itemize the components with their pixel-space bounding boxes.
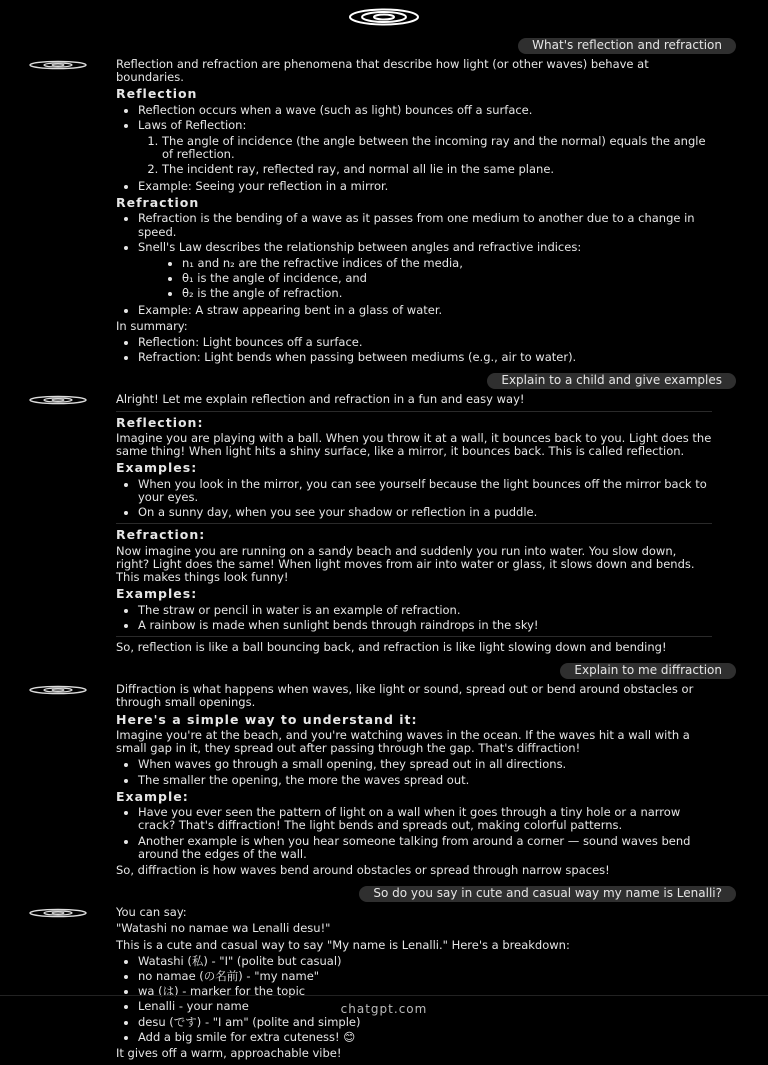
user-message [0, 882, 768, 902]
paragraph: Diffraction is what happens when waves, like light or sound, spread out or bend around obstacles or through small openings. [116, 682, 694, 710]
list-item: • On a sunny day, when you see your shadow or reflection in a puddle. [138, 506, 712, 519]
bullet-list [116, 604, 712, 632]
list-item: • θ₂ is the angle of refraction. [182, 287, 712, 300]
list-item: • Reflection occurs when a wave (such as light) bounces off a surface. [138, 104, 712, 117]
list-item: • The straw or pencil in water is an example of refraction. [138, 604, 712, 617]
numbered-list [116, 135, 712, 177]
footer [0, 995, 768, 1024]
bullet-list [116, 104, 712, 132]
assistant-avatar [0, 906, 116, 1063]
section-heading: Refraction: [116, 527, 206, 543]
list-item: • Lenalli - your name [138, 1000, 712, 1013]
paragraph: Now imagine you are running on a sandy beach and suddenly you run into water. You slow down, right? Light does the same! When light moves from air into water or glass, it slows down and bends. This makes things look funny! [116, 543, 695, 585]
section-heading: Reflection: [116, 414, 204, 430]
section-heading: Examples: [116, 586, 198, 602]
list-item: • Add a big smile for extra cuteness! 😊 [138, 1031, 712, 1044]
list-item: • n₁ and n₂ are the refractive indices of the media, [182, 257, 712, 270]
assistant-content [116, 683, 712, 880]
user-message [0, 369, 768, 389]
list-item: 1. The angle of incidence (the angle between the incoming ray and the normal) equals the angle of reflection. [162, 135, 712, 161]
paragraph: "Watashi no namae wa Lenalli desu!" [116, 921, 331, 936]
section-heading: Example: [116, 788, 189, 804]
user-bubble: So do you say in cute and casual way my name is Lenalli? [359, 886, 736, 902]
assistant-content [116, 58, 712, 368]
paragraph: So, reflection is like a ball bouncing back, and refraction is like light slowing down and bending! [116, 640, 667, 655]
assistant-message [0, 54, 768, 370]
assistant-avatar [0, 683, 116, 880]
user-bubble: Explain to me diffraction [560, 663, 736, 679]
chatgpt-avatar-icon [27, 395, 89, 405]
list-item: • Example: A straw appearing bent in a glass of water. [138, 304, 712, 317]
chatgpt-logo-icon [347, 7, 421, 27]
paragraph: Imagine you are playing with a ball. When you throw it at a wall, it bounces back to you. Light does the same thing! When light hits a shiny surface, like a mirror, it bounces back. This is called reflection. [116, 430, 712, 459]
paragraph: In summary: [116, 318, 188, 333]
site-url[interactable]: chatgpt.com [340, 1002, 428, 1017]
bullet-list [116, 180, 712, 193]
assistant-message [0, 902, 768, 1065]
list-item: • When you look in the mirror, you can see yourself because the light bounces off the mirror back to your eyes. [138, 478, 712, 504]
chatgpt-avatar-icon [27, 908, 89, 918]
divider [116, 523, 712, 524]
section-heading: Here's a simple way to understand it: [116, 711, 418, 727]
divider [116, 411, 712, 412]
chatgpt-avatar-icon [27, 60, 89, 70]
bullet-list [116, 212, 712, 254]
list-item: • A rainbow is made when sunlight bends through raindrops in the sky! [138, 619, 712, 632]
assistant-message [0, 389, 768, 659]
list-item: 2. The incident ray, reflected ray, and normal all lie in the same plane. [162, 163, 712, 176]
list-item: • Have you ever seen the pattern of light on a wall when it goes through a tiny hole or a narrow crack? That's diffraction! The light bends and spreads out, making colorful patterns. [138, 806, 712, 832]
chatgpt-avatar-icon [27, 685, 89, 695]
list-item: • Snell's Law describes the relationship between angles and refractive indices: [138, 241, 712, 254]
list-item: • Watashi (私) - "I" (polite but casual) [138, 955, 712, 968]
nested-bullet-list [116, 257, 712, 301]
paragraph: This is a cute and casual way to say "My name is Lenalli." Here's a breakdown: [116, 937, 570, 952]
assistant-content [116, 906, 712, 1063]
user-bubble: Explain to a child and give examples [487, 373, 736, 389]
bullet-list [116, 758, 712, 786]
bullet-list [116, 478, 712, 520]
section-heading: Examples: [116, 460, 198, 476]
list-item: • θ₁ is the angle of incidence, and [182, 272, 712, 285]
user-message [0, 34, 768, 54]
paragraph: You can say: [116, 905, 187, 920]
list-item: • wa (は) - marker for the topic [138, 985, 712, 998]
paragraph: It gives off a warm, approachable vibe! [116, 1046, 342, 1061]
list-item: • When waves go through a small opening, they spread out in all directions. [138, 758, 712, 771]
user-bubble: What's reflection and refraction [518, 38, 736, 54]
list-item: • Reflection: Light bounces off a surface. [138, 336, 712, 349]
list-item: • Refraction is the bending of a wave as it passes from one medium to another due to a change in speed. [138, 212, 712, 238]
list-item: • no namae (の名前) - "my name" [138, 970, 712, 983]
section-heading: Refraction [116, 194, 200, 210]
divider [116, 636, 712, 637]
paragraph: So, diffraction is how waves bend around obstacles or spread through narrow spaces! [116, 863, 610, 878]
paragraph: Reflection and refraction are phenomena that describe how light (or other waves) behave at boundaries. [116, 56, 649, 85]
user-message [0, 659, 768, 679]
top-bar [0, 0, 768, 34]
section-heading: Reflection [116, 86, 198, 102]
assistant-avatar [0, 393, 116, 657]
list-item: • Laws of Reflection: [138, 119, 712, 132]
list-item: • Another example is when you hear someone talking from around a corner — sound waves bend around the edges of the wall. [138, 835, 712, 861]
assistant-content [116, 393, 712, 657]
assistant-message [0, 679, 768, 882]
list-item: • The smaller the opening, the more the waves spread out. [138, 774, 712, 787]
paragraph: Alright! Let me explain reflection and refraction in a fun and easy way! [116, 392, 525, 407]
assistant-avatar [0, 58, 116, 368]
bullet-list [116, 806, 712, 861]
list-item: • Example: Seeing your reflection in a mirror. [138, 180, 712, 193]
bullet-list [116, 336, 712, 364]
list-item: • desu (です) - "I am" (polite and simple) [138, 1016, 712, 1029]
bullet-list [116, 304, 712, 317]
list-item: • Refraction: Light bends when passing between mediums (e.g., air to water). [138, 351, 712, 364]
paragraph: Imagine you're at the beach, and you're watching waves in the ocean. If the waves hit a wall with a small gap in it, they spread out after passing through the gap. That's diffraction! [116, 728, 690, 756]
